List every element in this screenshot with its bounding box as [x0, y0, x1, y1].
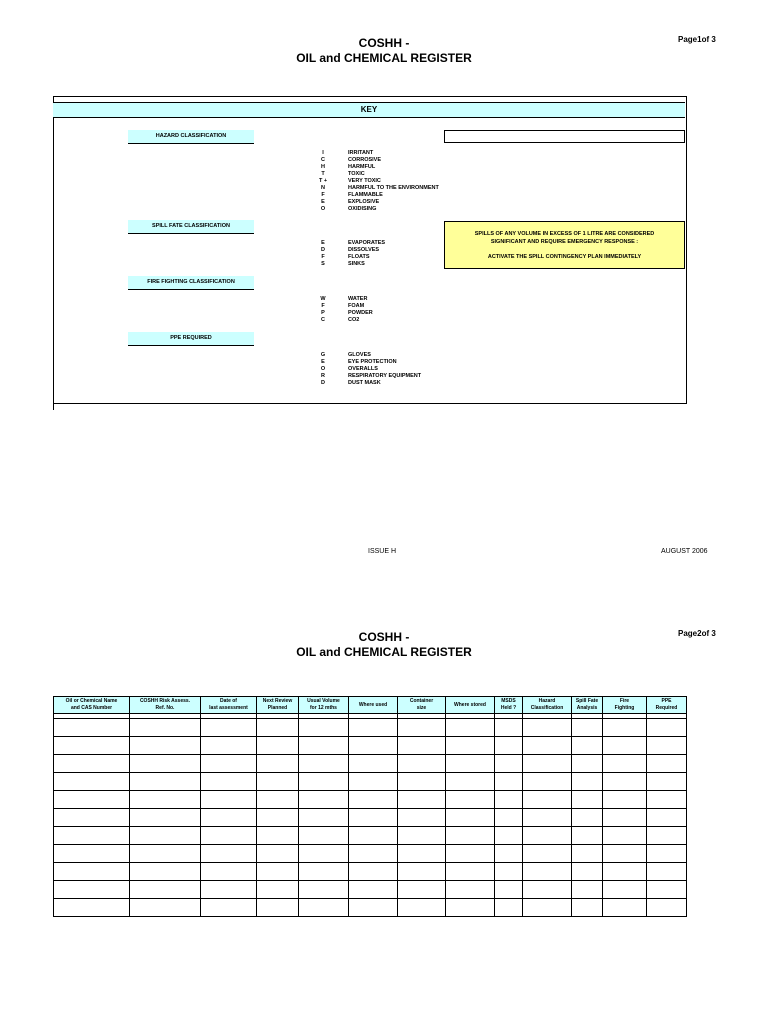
table-cell[interactable]: [446, 737, 495, 755]
table-cell[interactable]: [647, 863, 687, 881]
column-header: [299, 697, 349, 714]
column-header-line1: Spill Fate: [575, 698, 599, 704]
ppe-item-code: R: [321, 373, 325, 379]
table-cell[interactable]: [523, 773, 572, 791]
table-cell[interactable]: [201, 899, 257, 917]
table-cell[interactable]: [495, 809, 523, 827]
column-header-line2: Held ?: [500, 705, 517, 711]
table-cell[interactable]: [201, 719, 257, 737]
table-cell[interactable]: [446, 809, 495, 827]
spill-notice-line1: SPILLS OF ANY VOLUME IN EXCESS OF 1 LITRE ARE CONSIDERED: [474, 231, 655, 237]
table-cell[interactable]: [603, 863, 647, 881]
page2-title-line2: OIL and CHEMICAL REGISTER: [296, 645, 472, 659]
column-header-line1: Date of: [220, 698, 237, 704]
column-header-line1: Where stored: [454, 701, 486, 708]
table-cell[interactable]: [495, 773, 523, 791]
table-cell[interactable]: [572, 827, 603, 845]
table-cell[interactable]: [572, 791, 603, 809]
table-cell[interactable]: [398, 881, 446, 899]
table-cell[interactable]: [299, 863, 349, 881]
table-cell[interactable]: [398, 737, 446, 755]
column-header-line1: Oil or Chemical Name: [65, 698, 118, 704]
table-cell[interactable]: [398, 755, 446, 773]
ppe-item-code: O: [320, 366, 326, 372]
table-cell[interactable]: [495, 845, 523, 863]
column-header: [130, 697, 201, 714]
table-cell[interactable]: [54, 863, 130, 881]
table-cell[interactable]: [349, 773, 398, 791]
fire-item-description: WATER: [348, 296, 368, 302]
table-cell[interactable]: [572, 773, 603, 791]
column-header-line2: Analysis: [576, 705, 598, 711]
table-cell[interactable]: [257, 719, 299, 737]
fire-item-code: F: [321, 303, 325, 309]
hazard-item-description: IRRITANT: [348, 150, 374, 156]
table-row: [54, 737, 687, 755]
table-row: [54, 773, 687, 791]
table-cell[interactable]: [257, 755, 299, 773]
page1-title-line2: OIL and CHEMICAL REGISTER: [296, 51, 472, 65]
column-header-line1: Where used: [358, 701, 388, 708]
key-header: KEY: [53, 102, 685, 118]
column-header-line1: MSDS: [501, 698, 516, 704]
column-header: [398, 697, 446, 714]
table-cell[interactable]: [647, 881, 687, 899]
table-cell[interactable]: [54, 755, 130, 773]
table-cell[interactable]: [446, 863, 495, 881]
column-header: [572, 697, 603, 714]
spill-item-description: DISSOLVES: [348, 247, 380, 253]
table-cell[interactable]: [446, 755, 495, 773]
table-cell[interactable]: [603, 791, 647, 809]
table-cell[interactable]: [130, 737, 201, 755]
hazard-item-code: I: [322, 150, 324, 156]
fire-item-code: P: [321, 310, 325, 316]
table-cell[interactable]: [349, 845, 398, 863]
ppe-item-description: OVERALLS: [348, 366, 378, 372]
table-cell[interactable]: [647, 827, 687, 845]
ppe-item-code: G: [320, 352, 326, 358]
table-cell[interactable]: [130, 791, 201, 809]
table-cell[interactable]: [349, 719, 398, 737]
table-cell[interactable]: [349, 863, 398, 881]
spill-item-description: EVAPORATES: [348, 240, 386, 246]
table-row: [54, 881, 687, 899]
hazard-item-description: VERY TOXIC: [348, 178, 381, 184]
column-header-line1: COSHH Risk Assess.: [139, 698, 191, 704]
table-cell[interactable]: [572, 899, 603, 917]
column-header-line2: Planned: [267, 705, 288, 711]
table-cell[interactable]: [495, 719, 523, 737]
spill-notice-line2: SIGNIFICANT AND REQUIRE EMERGENCY RESPONSE :: [490, 239, 639, 245]
table-cell[interactable]: [572, 755, 603, 773]
table-cell[interactable]: [54, 809, 130, 827]
table-row: [54, 845, 687, 863]
table-cell[interactable]: [299, 719, 349, 737]
column-header-line2: Ref. No.: [155, 705, 175, 711]
table-cell[interactable]: [603, 881, 647, 899]
table-cell[interactable]: [495, 791, 523, 809]
spill-notice: [444, 221, 685, 269]
table-cell[interactable]: [446, 881, 495, 899]
table-cell[interactable]: [349, 881, 398, 899]
ppe-item-description: DUST MASK: [348, 380, 381, 386]
table-cell[interactable]: [572, 845, 603, 863]
table-cell[interactable]: [54, 773, 130, 791]
table-cell[interactable]: [349, 791, 398, 809]
table-cell[interactable]: [647, 845, 687, 863]
table-cell[interactable]: [201, 737, 257, 755]
table-cell[interactable]: [572, 809, 603, 827]
table-cell[interactable]: [523, 881, 572, 899]
table-cell[interactable]: [130, 845, 201, 863]
hazard-item-description: FLAMMABLE: [348, 192, 383, 198]
table-cell[interactable]: [398, 773, 446, 791]
table-cell[interactable]: [647, 773, 687, 791]
fire-item-code: W: [320, 296, 326, 302]
table-cell[interactable]: [523, 845, 572, 863]
table-cell[interactable]: [572, 881, 603, 899]
table-cell[interactable]: [398, 899, 446, 917]
empty-notice-box: [444, 130, 685, 143]
table-cell[interactable]: [201, 845, 257, 863]
hazard-item-code: N: [321, 185, 325, 191]
table-cell[interactable]: [603, 719, 647, 737]
spill-notice-line3: ACTIVATE THE SPILL CONTINGENCY PLAN IMMEDIATELY: [487, 254, 642, 260]
ppe-required-heading: PPE REQUIRED: [128, 332, 254, 346]
table-row: [54, 863, 687, 881]
column-header: [257, 697, 299, 714]
table-cell[interactable]: [398, 827, 446, 845]
table-cell[interactable]: [398, 791, 446, 809]
table-cell[interactable]: [299, 755, 349, 773]
table-cell[interactable]: [398, 719, 446, 737]
table-cell[interactable]: [603, 809, 647, 827]
table-cell[interactable]: [446, 791, 495, 809]
table-cell[interactable]: [495, 737, 523, 755]
column-header-line2: and CAS Number: [70, 705, 113, 711]
table-cell[interactable]: [603, 755, 647, 773]
table-cell[interactable]: [299, 881, 349, 899]
column-header-line1: Next Review: [262, 698, 293, 704]
column-header-line1: Fire: [619, 698, 630, 704]
table-cell[interactable]: [299, 809, 349, 827]
table-cell[interactable]: [572, 863, 603, 881]
table-cell[interactable]: [54, 899, 130, 917]
table-cell[interactable]: [257, 809, 299, 827]
ppe-item-code: D: [321, 380, 325, 386]
table-cell[interactable]: [257, 899, 299, 917]
table-cell[interactable]: [54, 719, 130, 737]
spill-item-code: S: [321, 261, 325, 267]
table-row: [54, 719, 687, 737]
ppe-item-description: EYE PROTECTION: [348, 359, 397, 365]
table-cell[interactable]: [647, 719, 687, 737]
table-cell[interactable]: [130, 809, 201, 827]
fire-fighting-heading: FIRE FIGHTING CLASSIFICATION: [128, 276, 254, 290]
table-cell[interactable]: [349, 809, 398, 827]
column-header: [349, 697, 398, 714]
column-header-line2: Fighting: [614, 705, 635, 711]
page1-title-line1: COSHH -: [358, 36, 410, 50]
table-cell[interactable]: [523, 719, 572, 737]
spill-item-code: D: [321, 247, 325, 253]
column-header-line1: Hazard: [538, 698, 556, 704]
spill-item-description: SINKS: [348, 261, 365, 267]
table-cell[interactable]: [257, 791, 299, 809]
table-cell[interactable]: [647, 737, 687, 755]
table-cell[interactable]: [603, 773, 647, 791]
table-cell[interactable]: [523, 827, 572, 845]
hazard-item-description: TOXIC: [348, 171, 365, 177]
hazard-item-code: T: [321, 171, 325, 177]
table-cell[interactable]: [130, 719, 201, 737]
table-cell[interactable]: [446, 773, 495, 791]
ppe-item-description: RESPIRATORY EQUIPMENT: [348, 373, 422, 379]
fire-item-description: CO2: [348, 317, 360, 323]
hazard-item-code: F: [321, 192, 325, 198]
table-cell[interactable]: [257, 737, 299, 755]
hazard-item-code: C: [321, 157, 325, 163]
table-cell[interactable]: [201, 827, 257, 845]
table-cell[interactable]: [523, 809, 572, 827]
table-cell[interactable]: [398, 863, 446, 881]
page2-page-number: Page2of 3: [678, 629, 716, 638]
table-cell[interactable]: [398, 845, 446, 863]
column-header-line2: size: [416, 705, 427, 711]
table-cell[interactable]: [523, 791, 572, 809]
table-cell[interactable]: [603, 845, 647, 863]
table-cell[interactable]: [54, 881, 130, 899]
table-cell[interactable]: [572, 719, 603, 737]
hazard-item-description: HARMFUL: [348, 164, 376, 170]
table-cell[interactable]: [349, 899, 398, 917]
table-cell[interactable]: [495, 755, 523, 773]
table-cell[interactable]: [603, 899, 647, 917]
issue-date: AUGUST 2006: [661, 548, 708, 555]
register-table: [53, 696, 687, 917]
table-cell[interactable]: [446, 827, 495, 845]
hazard-item-code: E: [321, 199, 325, 205]
table-cell[interactable]: [299, 827, 349, 845]
issue-label: ISSUE H: [368, 548, 397, 555]
table-cell[interactable]: [54, 791, 130, 809]
hazard-item-code: O: [320, 206, 326, 212]
column-header: [523, 697, 572, 714]
column-header-line2: for 12 mths: [310, 705, 337, 711]
hazard-classification-heading: HAZARD CLASSIFICATION: [128, 130, 254, 144]
table-cell[interactable]: [257, 881, 299, 899]
spill-item-code: F: [321, 254, 325, 260]
page2-title-line1: COSHH -: [358, 630, 410, 644]
table-cell[interactable]: [495, 827, 523, 845]
table-cell[interactable]: [603, 827, 647, 845]
table-cell[interactable]: [299, 899, 349, 917]
hazard-item-description: OXIDISING: [348, 206, 377, 212]
table-cell[interactable]: [603, 737, 647, 755]
column-header-line2: Required: [655, 705, 678, 711]
table-cell[interactable]: [523, 899, 572, 917]
table-cell[interactable]: [54, 845, 130, 863]
column-header: [446, 697, 495, 714]
table-cell[interactable]: [299, 845, 349, 863]
spill-item-description: FLOATS: [348, 254, 370, 260]
table-cell[interactable]: [201, 809, 257, 827]
table-cell[interactable]: [647, 899, 687, 917]
table-cell[interactable]: [257, 773, 299, 791]
table-row: [54, 899, 687, 917]
table-cell[interactable]: [349, 737, 398, 755]
table-cell[interactable]: [523, 755, 572, 773]
table-cell[interactable]: [299, 791, 349, 809]
table-cell[interactable]: [446, 845, 495, 863]
column-header-line1: PPE: [661, 698, 672, 704]
fire-item-code: C: [321, 317, 325, 323]
table-cell[interactable]: [446, 899, 495, 917]
table-cell[interactable]: [446, 719, 495, 737]
column-header: [54, 697, 130, 714]
spill-fate-heading: SPILL FATE CLASSIFICATION: [128, 220, 254, 234]
table-cell[interactable]: [572, 737, 603, 755]
ppe-item-description: GLOVES: [348, 352, 371, 358]
table-cell[interactable]: [201, 863, 257, 881]
column-header: [495, 697, 523, 714]
table-cell[interactable]: [647, 791, 687, 809]
table-cell[interactable]: [495, 863, 523, 881]
column-header: [201, 697, 257, 714]
table-row: [54, 755, 687, 773]
table-cell[interactable]: [257, 845, 299, 863]
table-cell[interactable]: [201, 881, 257, 899]
table-cell[interactable]: [495, 881, 523, 899]
hazard-item-description: EXPLOSIVE: [348, 199, 380, 205]
column-header: [603, 697, 647, 714]
column-header-line1: Container: [409, 698, 434, 704]
table-cell[interactable]: [130, 881, 201, 899]
table-cell[interactable]: [257, 827, 299, 845]
table-cell[interactable]: [398, 809, 446, 827]
column-header: [647, 697, 687, 714]
spill-item-code: E: [321, 240, 325, 246]
register-body: [54, 714, 687, 917]
table-cell[interactable]: [201, 755, 257, 773]
table-cell[interactable]: [130, 863, 201, 881]
key-left-tick: [53, 396, 54, 410]
hazard-item-code: T +: [318, 178, 328, 184]
register-header-row: [54, 697, 687, 714]
table-cell[interactable]: [495, 899, 523, 917]
table-cell[interactable]: [130, 773, 201, 791]
table-cell[interactable]: [523, 863, 572, 881]
table-cell[interactable]: [647, 809, 687, 827]
page1-page-number: Page1of 3: [678, 35, 716, 44]
column-header-line1: Usual Volume: [307, 698, 340, 704]
column-header-line2: Classification: [530, 705, 564, 711]
table-row: [54, 827, 687, 845]
table-row: [54, 791, 687, 809]
table-cell[interactable]: [130, 899, 201, 917]
hazard-item-description: HARMFUL TO THE ENVIRONMENT: [348, 185, 439, 191]
table-cell[interactable]: [201, 791, 257, 809]
table-cell[interactable]: [54, 827, 130, 845]
column-header-line2: last assessment: [209, 705, 248, 711]
table-cell[interactable]: [130, 827, 201, 845]
table-cell[interactable]: [523, 737, 572, 755]
hazard-item-code: H: [321, 164, 325, 170]
table-cell[interactable]: [349, 755, 398, 773]
table-cell[interactable]: [257, 863, 299, 881]
ppe-item-code: E: [321, 359, 325, 365]
table-cell[interactable]: [299, 773, 349, 791]
hazard-item-description: CORROSIVE: [348, 157, 382, 163]
table-cell[interactable]: [54, 737, 130, 755]
table-cell[interactable]: [130, 755, 201, 773]
fire-item-description: FOAM: [348, 303, 365, 309]
table-row: [54, 809, 687, 827]
table-cell[interactable]: [201, 773, 257, 791]
table-cell[interactable]: [349, 827, 398, 845]
fire-item-description: POWDER: [348, 310, 373, 316]
table-cell[interactable]: [647, 755, 687, 773]
table-cell[interactable]: [299, 737, 349, 755]
